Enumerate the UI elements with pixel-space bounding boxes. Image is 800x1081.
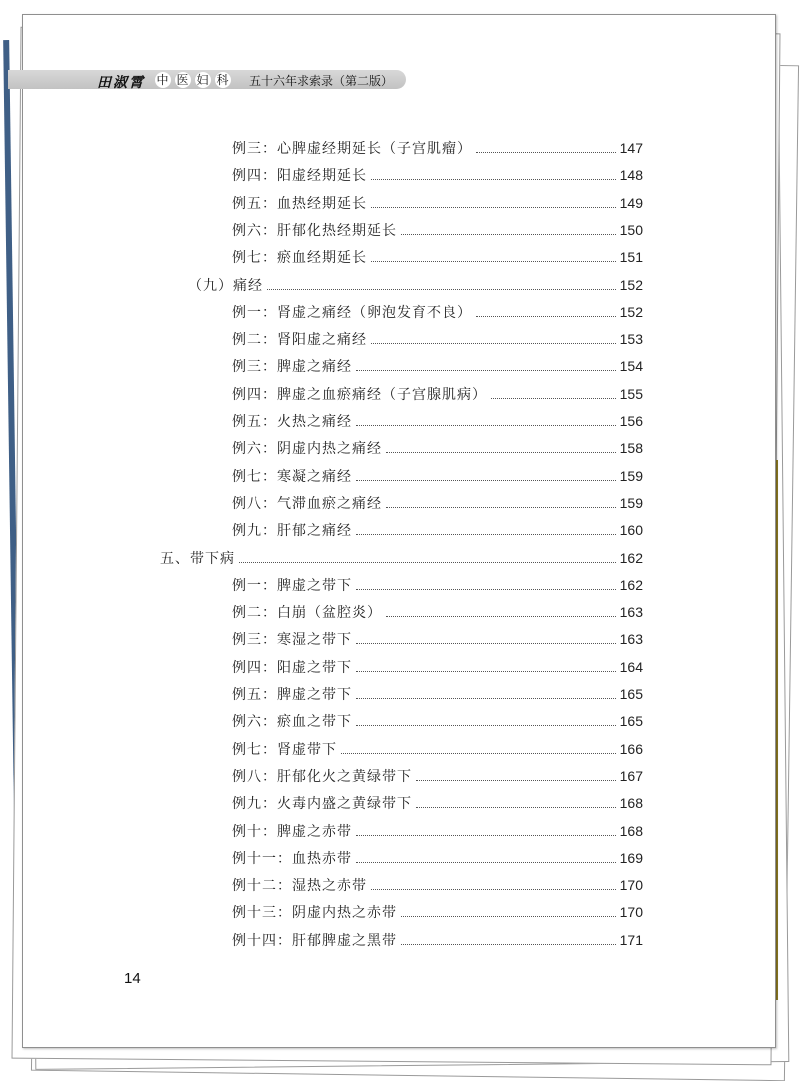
header-subject-char: 妇 <box>196 73 210 87</box>
toc-entry-title: 例六：阴虚内热之痛经 <box>232 441 382 458</box>
toc-leader-dots <box>371 179 616 180</box>
toc-entry-page: 153 <box>619 331 643 348</box>
toc-entry-page: 159 <box>619 494 643 511</box>
toc-entry-title: 例十三：阴虚内热之赤带 <box>232 905 397 922</box>
toc-entry-title: 例六：瘀血之带下 <box>232 714 352 731</box>
toc-leader-dots <box>401 944 616 945</box>
toc-leader-dots <box>401 916 616 917</box>
toc-entry[interactable] <box>232 848 643 868</box>
toc-leader-dots <box>356 862 616 863</box>
toc-entry-title: 例三：寒湿之带下 <box>232 632 352 649</box>
toc-entry-title: 例四：脾虚之血瘀痛经（子宫腺肌病） <box>232 386 487 403</box>
toc-entry[interactable] <box>232 302 643 322</box>
header-subject-char: 中 <box>156 73 170 87</box>
toc-entry-page: 154 <box>619 358 643 375</box>
toc-leader-dots <box>401 234 616 235</box>
toc-leader-dots <box>356 698 616 699</box>
toc-entry[interactable] <box>232 930 643 950</box>
toc-entry-page: 160 <box>619 522 643 539</box>
toc-entry[interactable] <box>232 438 643 458</box>
toc-leader-dots <box>267 289 616 290</box>
toc-entry[interactable] <box>232 329 643 349</box>
toc-entry-page: 158 <box>619 440 643 457</box>
toc-entry-page: 162 <box>619 576 643 593</box>
toc-entry[interactable] <box>188 275 643 295</box>
toc-entry[interactable] <box>232 711 643 731</box>
toc-entry-page: 149 <box>619 194 643 211</box>
toc-entry-title: （九）痛经 <box>188 277 263 294</box>
toc-entry-title: 例十一：血热赤带 <box>232 850 352 867</box>
toc-entry[interactable] <box>232 356 643 376</box>
toc-entry-title: 例五：血热经期延长 <box>232 195 367 212</box>
toc-leader-dots <box>371 261 616 262</box>
toc-entry-page: 165 <box>619 713 643 730</box>
toc-entry[interactable] <box>232 902 643 922</box>
toc-leader-dots <box>476 152 616 153</box>
toc-entry-title: 例八：肝郁化火之黄绿带下 <box>232 768 412 785</box>
toc-entry[interactable] <box>232 165 643 185</box>
toc-entry-title: 例六：肝郁化热经期延长 <box>232 222 397 239</box>
toc-leader-dots <box>371 343 616 344</box>
toc-entry-page: 170 <box>619 877 643 894</box>
toc-entry-title: 例四：阳虚经期延长 <box>232 168 367 185</box>
toc-entry[interactable] <box>232 766 643 786</box>
toc-leader-dots <box>356 425 616 426</box>
toc-leader-dots <box>239 562 616 563</box>
toc-leader-dots <box>356 534 616 535</box>
header-subject-char: 医 <box>176 73 190 87</box>
header-author-logo: 田淑霄 <box>97 75 145 91</box>
toc-entry[interactable] <box>232 684 643 704</box>
toc-entry-title: 例九：肝郁之痛经 <box>232 523 352 540</box>
toc-entry[interactable] <box>232 220 643 240</box>
toc-entry-page: 152 <box>619 276 643 293</box>
toc-entry-title: 例三：心脾虚经期延长（子宫肌瘤） <box>232 141 472 157</box>
toc-leader-dots <box>386 616 616 617</box>
toc-entry[interactable] <box>232 247 643 267</box>
toc-entry[interactable] <box>232 384 643 404</box>
toc-entry-page: 163 <box>619 604 643 621</box>
toc-leader-dots <box>356 835 616 836</box>
toc-entry[interactable] <box>232 493 643 513</box>
toc-entry-page: 159 <box>619 467 643 484</box>
toc-leader-dots <box>416 807 616 808</box>
toc-entry-title: 例三：脾虚之痛经 <box>232 359 352 376</box>
toc-entry-page: 155 <box>619 385 643 402</box>
toc-entry[interactable] <box>232 575 643 595</box>
toc-leader-dots <box>356 589 616 590</box>
toc-entry-page: 147 <box>619 140 643 156</box>
toc-leader-dots <box>356 671 616 672</box>
page-number: 14 <box>124 970 141 987</box>
toc-entry-title: 例一：脾虚之带下 <box>232 577 352 594</box>
toc-leader-dots <box>341 753 616 754</box>
toc-entry[interactable] <box>232 793 643 813</box>
toc-leader-dots <box>416 780 616 781</box>
toc-entry-title: 例九：火毒内盛之黄绿带下 <box>232 796 412 813</box>
toc-entry-title: 例十四：肝郁脾虚之黑带 <box>232 932 397 949</box>
toc-entry-page: 163 <box>619 631 643 648</box>
toc-leader-dots <box>491 398 616 399</box>
toc-entry-page: 168 <box>619 822 643 839</box>
toc-entry[interactable] <box>232 821 643 841</box>
toc-entry-title: 例八：气滞血瘀之痛经 <box>232 495 382 512</box>
toc-leader-dots <box>356 370 616 371</box>
toc-entry-page: 148 <box>619 167 643 184</box>
toc-entry-page: 169 <box>619 849 643 866</box>
toc-entry[interactable] <box>232 602 643 622</box>
toc-entry-title: 五、带下病 <box>160 550 235 567</box>
toc-entry-page: 151 <box>619 249 643 266</box>
toc-entry[interactable] <box>232 875 643 895</box>
toc-entry[interactable] <box>232 520 643 540</box>
toc-entry-title: 例七：寒凝之痛经 <box>232 468 352 485</box>
header-title-rest: 五十六年求索录（第二版） <box>249 74 394 88</box>
toc-entry[interactable] <box>232 193 643 213</box>
toc-entry-page: 171 <box>619 931 643 948</box>
toc-entry-page: 162 <box>619 549 643 566</box>
toc-entry-title: 例五：火热之痛经 <box>232 414 352 430</box>
header-subject-char: 科 <box>216 73 230 87</box>
toc-entry[interactable] <box>232 739 643 759</box>
toc-entry-title: 例七：瘀血经期延长 <box>232 250 367 267</box>
toc-leader-dots <box>371 889 616 890</box>
toc-entry-page: 167 <box>619 767 643 784</box>
toc-entry-title: 例十：脾虚之赤带 <box>232 823 352 840</box>
toc-entry-page: 168 <box>619 795 643 812</box>
toc-leader-dots <box>371 207 616 208</box>
toc-entry[interactable] <box>232 657 643 677</box>
header-subject <box>155 72 235 88</box>
toc-leader-dots <box>356 725 616 726</box>
toc-leader-dots <box>476 316 616 317</box>
toc-entry[interactable] <box>232 138 643 158</box>
toc-leader-dots <box>356 643 616 644</box>
toc-entry-page: 152 <box>619 303 643 320</box>
toc-entry-title: 例一：肾虚之痛经（卵泡发育不良） <box>232 304 472 321</box>
toc-entry-title: 例五：脾虚之带下 <box>232 687 352 703</box>
toc-entry[interactable] <box>232 466 643 486</box>
toc-entry-title: 例七：肾虚带下 <box>232 741 337 758</box>
toc-entry-title: 例二：白崩（盆腔炎） <box>232 605 382 622</box>
toc-leader-dots <box>386 507 616 508</box>
toc-entry-page: 164 <box>619 658 643 675</box>
toc-entry[interactable] <box>232 411 643 431</box>
toc-entry-page: 165 <box>619 686 643 702</box>
toc-entry[interactable] <box>232 629 643 649</box>
toc-entry-page: 156 <box>619 413 643 429</box>
toc-leader-dots <box>356 480 616 481</box>
toc-entry[interactable] <box>160 548 643 568</box>
toc-entry-title: 例十二：湿热之赤带 <box>232 878 367 895</box>
toc-entry-title: 例二：肾阳虚之痛经 <box>232 332 367 349</box>
toc-entry-title: 例四：阳虚之带下 <box>232 659 352 676</box>
toc-entry-page: 170 <box>619 904 643 921</box>
toc-entry-page: 166 <box>619 740 643 757</box>
toc-leader-dots <box>386 452 616 453</box>
toc-entry-page: 150 <box>619 221 643 238</box>
